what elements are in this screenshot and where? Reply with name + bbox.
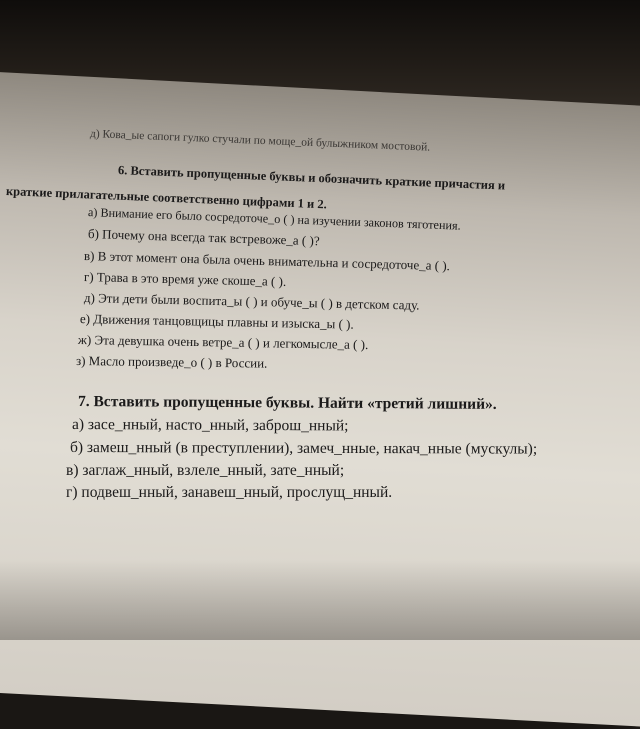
q6-item-v: в) В этот момент она была очень внимательна и сосредоточе_а ( ).	[83, 248, 451, 274]
q7-item-v: в) заглаж_нный, взлеле_нный, зате_нный;	[66, 462, 345, 479]
q6-item-z: з) Масло произведе_о ( ) в России.	[75, 353, 268, 371]
q7-item-g: г) подвеш_нный, занавеш_нный, прослущ_нный.	[66, 484, 393, 501]
q7-title: 7. Вставить пропущенные буквы. Найти «третий лишний».	[77, 393, 497, 413]
q6-title-line1: 6. Вставить пропущенные буквы и обозначить краткие причастия и	[117, 163, 506, 193]
q6-item-zh: ж) Эта девушка очень ветре_а ( ) и легкомысле_а ( ).	[77, 332, 369, 353]
q6-item-d: д) Эти дети были воспита_ы ( ) и обуче_ы ( ) в детском саду.	[83, 290, 420, 313]
q6-item-b: б) Почему она всегда так встревоже_а ( )?	[87, 226, 320, 249]
q6-item-g: г) Трава в это время уже скоше_а ( ).	[83, 269, 287, 289]
q7-item-b: б) замеш_нный (в преступлении), замеч_нные, накач_нные (мускулы);	[69, 439, 538, 458]
q6-item-a: а) Внимание его было сосредоточе_о ( ) на изучении законов тяготения.	[87, 205, 461, 233]
q7-item-a: а) засе_нный, насто_нный, заброш_нный;	[71, 416, 349, 435]
q6-item-e: е) Движения танцовщицы плавны и изыска_ы ( ).	[79, 311, 354, 332]
prev-item-line: д) Кова_ые сапоги гулко стучали по моще_ой булыжником мостовой.	[89, 128, 431, 154]
q6-title-line2: краткие прилагательные соответственно цифрами 1 и 2.	[5, 184, 328, 212]
